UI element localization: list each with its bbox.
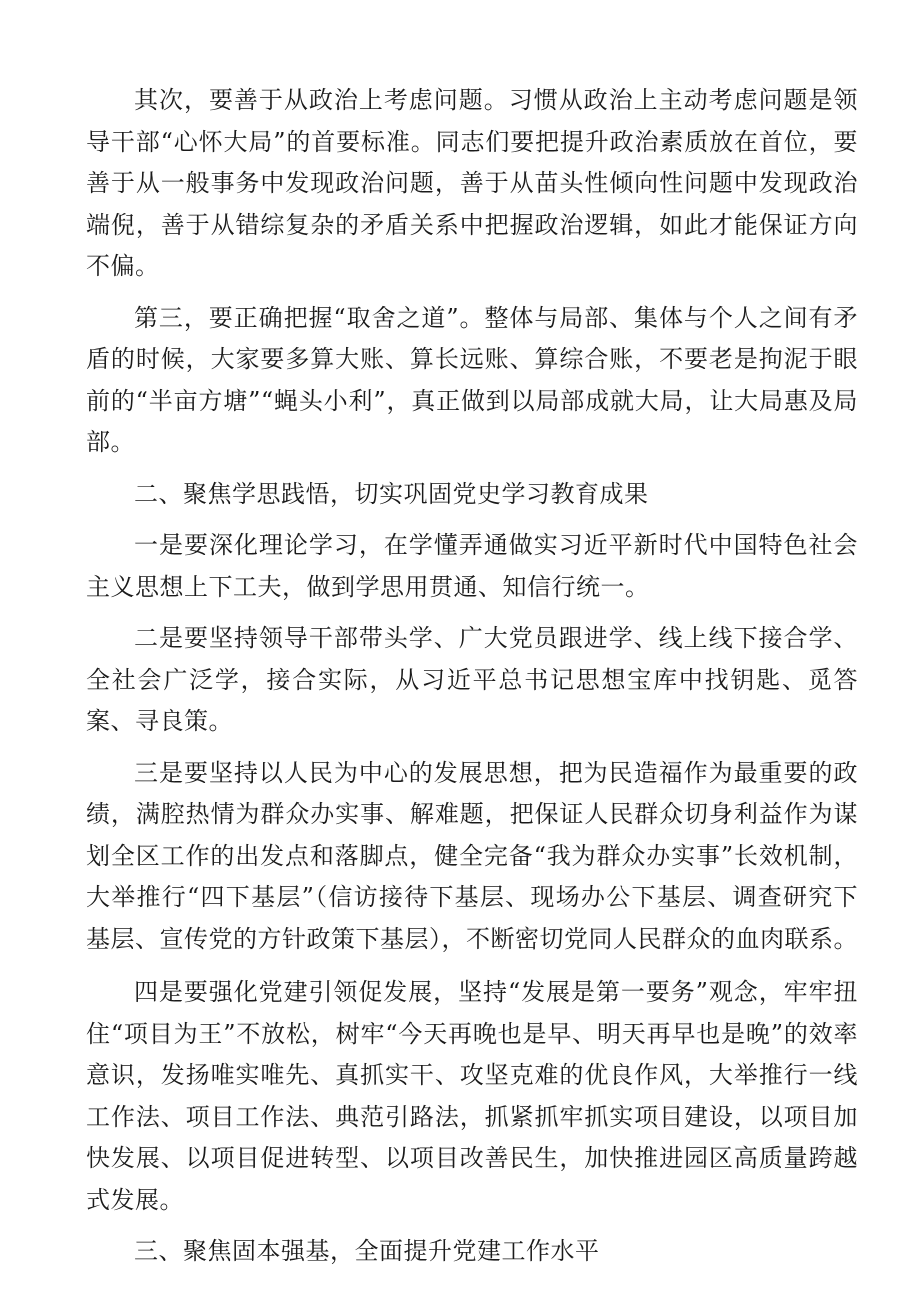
paragraph-people-centered: 三是要坚持以人民为中心的发展思想，把为民造福作为最重要的政绩，满腔热情为群众办实事、解难题，把保证人民群众切身利益作为谋划全区工作的出发点和落脚点，健全完备“我为群众办实事”长效机制，大举推行“四下基层”（信访接待下基层、现场办公下基层、调查研究下基层、宣传党的方针政策下基层），不断密切党同人民群众的血肉联系。 [86,758,858,953]
paragraph-leading-study: 二是要坚持领导干部带头学、广大党员跟进学、线上线下接合学、全社会广泛学，接合实际，从习近平总书记思想宝库中找钥匙、觅答案、寻良策。 [86,624,858,735]
paragraph-party-building-development: 四是要强化党建引领促发展，坚持“发展是第一要务”观念，牢牢扭住“项目为王”不放松，树牢“今天再晚也是早、明天再早也是晚”的效率意识，发扬唯实唯先、真抓实干、攻坚克难的优良作风，大举推行一线工作法、项目工作法、典范引路法，抓紧抓牢抓实项目建设，以项目加快发展、以项目促进转型、以项目改善民生，加快推进园区高质量跨越式发展。 [86,978,858,1214]
paragraph-theory-study: 一是要深化理论学习，在学懂弄通做实习近平新时代中国特色社会主义思想上下工夫，做到学思用贯通、知信行统一。 [86,531,858,601]
section-heading-3: 三、聚焦固本强基，全面提升党建工作水平 [134,1237,600,1265]
paragraph-political-awareness: 其次，要善于从政治上考虑问题。习惯从政治上主动考虑问题是领导干部“心怀大局”的首要标准。同志们要把提升政治素质放在首位，要善于从一般事务中发现政治问题，善于从苗头性倾向性问题中发现政治端倪，善于从错综复杂的矛盾关系中把握政治逻辑，如此才能保证方向不偏。 [86,86,858,280]
section-heading-2: 二、聚焦学思践悟，切实巩固党史学习教育成果 [134,479,649,508]
paragraph-trade-off: 第三，要正确把握“取舍之道”。整体与局部、集体与个人之间有矛盾的时候，大家要多算大账、算长远账、算综合账，不要老是拘泥于眼前的“半亩方塘”“蝇头小利”，真正做到以局部成就大局，让大局惠及局部。 [86,303,858,456]
